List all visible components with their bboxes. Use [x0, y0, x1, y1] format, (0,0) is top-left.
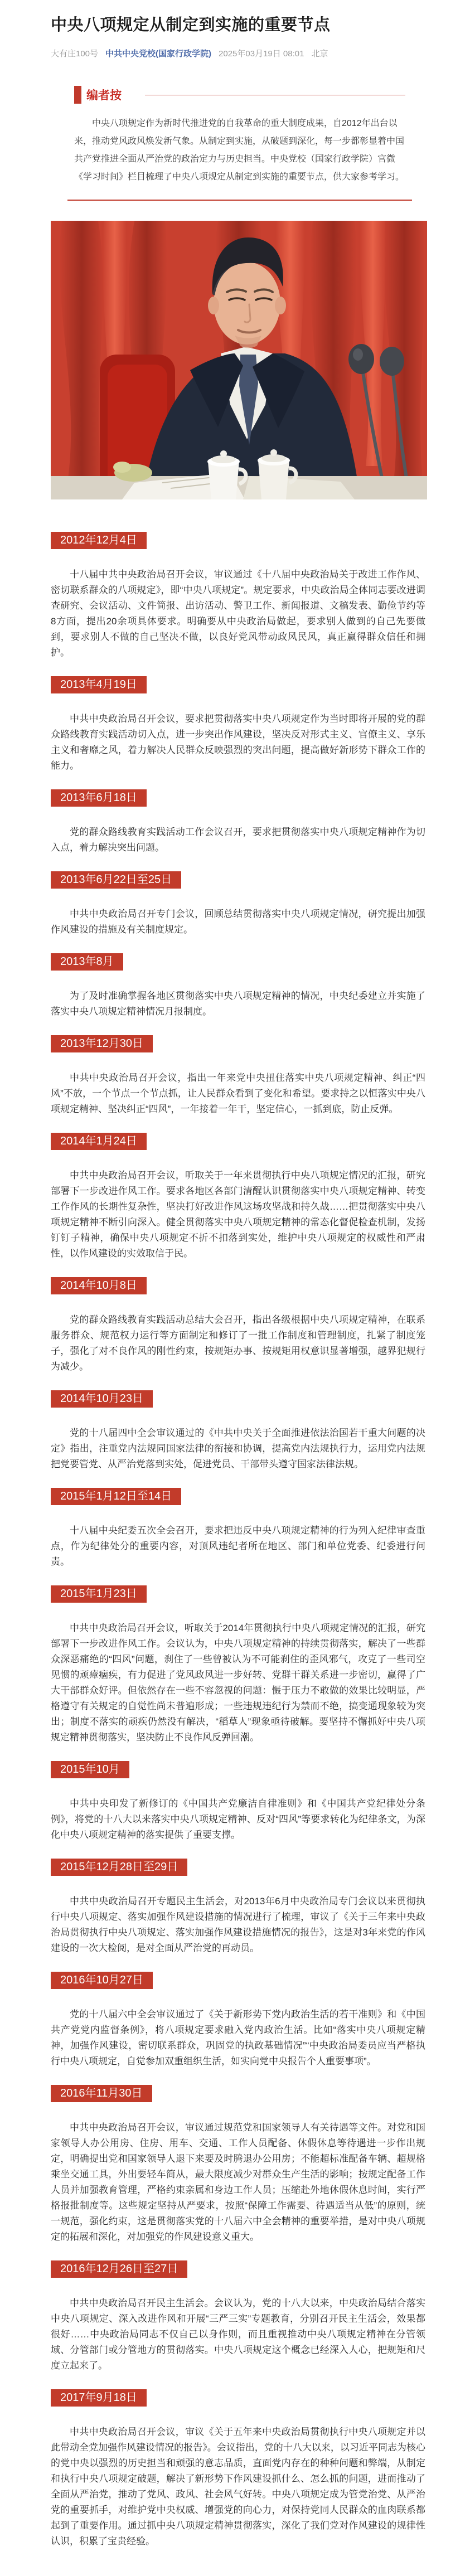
- timeline: [51, 532, 425, 2565]
- editor-note-header: [74, 86, 405, 104]
- timeline-paragraph: 为了及时准确掌握各地区贯彻落实中央八项规定精神的情况，中央纪委建立并实施了落实中央八项规定精神情况月报制度。: [51, 991, 425, 1017]
- timeline-paragraph: 党的群众路线教育实践活动总结大会召开，指出各级根据中央八项规定精神，在联系服务群众、规范权力运行等方面制定和修订了一批工作制度和管理制度，扎紧了制度笼子，强化了对不良作风的刚性约束，按规矩办事、按规矩用权意识显著增强，越界犯规行为减少。: [51, 1314, 425, 1372]
- timeline-paragraph: 中共中央政治局召开民主生活会。会议认为，党的十八大以来，中央政治局结合落实中央八项规定、深入改进作风和开展“三严三实”专题教育，分别召开民主生活会，效果都很好……中央政治局同志不仅自己以身作则，而且重视推动中央八项规定精神在分管领域、分管部门或分管地方的贯彻落实。中央八项规定这个概念已经深入人心，把规矩和尺度立起来了。: [51, 2298, 425, 2371]
- timeline-paragraph: 党的群众路线教育实践活动工作会议召开，要求把贯彻落实中央八项规定精神作为切入点，着力解决突出问题。: [51, 827, 425, 853]
- timeline-date-badge: 2016年12月26日至27日: [51, 2260, 187, 2278]
- timeline-date-badge: 2014年10月8日: [51, 1277, 147, 1294]
- timeline-paragraph: 十八届中央纪委五次全会召开，要求把违反中央八项规定精神的行为列入纪律审查重点，作为纪律处分的重要内容，对顶风违纪者所在地区、部门和单位党委、纪委进行问责。: [51, 1525, 425, 1568]
- timeline-paragraph: 十八届中共中央政治局召开会议，审议通过《十八届中央政治局关于改进工作作风、密切联系群众的八项规定》，即“中央八项规定”。规定要求，中央政治局全体同志要改进调查研究、会议活动、文件简报、出访活动、警卫工作、新闻报道、文稿发表、勤俭节约等8方面，提出20余项具体要求。明确要从中央政治局做起，要求别人做到的自己先要做到，要求别人不做的自己坚决不做，以良好党风带动政风民风，真正赢得群众信任和拥护。: [51, 569, 425, 658]
- timeline-date-badge: 2014年1月24日: [51, 1133, 147, 1150]
- editor-note-text: 中央八项规定作为新时代推进党的自我革命的重大制度成果，自2012年出台以来，推动党风政风焕发新气象。从制定到实施，从破题到深化，每一步都彰显着中国共产党推进全面从严治党的政治定力与历史担当。中央党校（国家行政学院）官微《学习时间》栏目梳理了中央八项规定从制定到实施的重要节点，供大家参考学习。: [74, 119, 405, 182]
- timeline-paragraph: 中共中央政治局召开会议，审议通过规范党和国家领导人有关待遇等文件。对党和国家领导人办公用房、住房、用车、交通、工作人员配备、休假休息等待遇进一步作出规定，明确提出党和国家领导人退下来要及时腾退办公用房；不能超标准配备车辆、超规格乘坐交通工具，外出要轻车简从，最大限度减少对群众生产生活的影响；按规定配备工作人员并加强教育管理，严格约束亲属和身边工作人员；压缩赴外地休假休息时间，实行严格报批制度等。这些规定坚持从严要求，按照“保障工作需要、待遇适当从低”的原则，统一规范，强化约束，这是贯彻落实党的十八届六中全会精神的重要举措，是对中央八项规定的拓展和深化，对加强党的作风建设意义重大。: [51, 2122, 425, 2243]
- timeline-date-badge: 2013年4月19日: [51, 676, 147, 693]
- editor-note: [67, 83, 412, 201]
- timeline-paragraph: 中共中央政治局召开会议，指出一年来党中央扭住落实中央八项规定精神、纠正“四风”不放，一个节点一个节点抓，让人民群众看到了变化和希望。要求持之以恒落实中央八项规定精神、坚决纠正“四风”，一年接着一年干，坚定信心，一抓到底，防止反弹。: [51, 1073, 425, 1115]
- timeline-paragraph: 党的十八届六中全会审议通过了《关于新形势下党内政治生活的若干准则》和《中国共产党党内监督条例》，将八项规定要求融入党内政治生活。比如“落实中央八项规定精神，加强作风建设，密切联系群众，巩固党的执政基础情况”“中央政治局委员应当严格执行中央八项规定，自觉参加双重组织生活，如实向党中央报告个人重要事项”。: [51, 2009, 425, 2067]
- meta-source-link[interactable]: 中共中央党校(国家行政学院): [105, 49, 212, 59]
- timeline-date-badge: 2015年10月: [51, 1761, 129, 1778]
- timeline-date-badge: 2014年10月23日: [51, 1390, 153, 1408]
- timeline-paragraph: 中共中央政治局召开专题民主生活会，对2013年6月中央政治局专门会议以来贯彻执行中央八项规定、落实加强作风建设措施的情况进行了梳理，审议了《关于三年来中央政治局贯彻执行中央八项规定、落实加强作风建设措施情况的报告》，这是对3年来党的作风建设的一次大检阅，是对全面从严治党的再动员。: [51, 1896, 425, 1954]
- leader-photo-illustration: [51, 221, 427, 499]
- meta-account: 大有庄100号: [51, 49, 99, 59]
- timeline-paragraph: 中共中央政治局召开会议，审议《关于五年来中央政治局贯彻执行中央八项规定并以此带动全党加强作风建设情况的报告》。会议指出，党的十八大以来，以习近平同志为核心的党中央以强烈的历史担当和顽强的意志品质，直面党内存在的种种问题和弊端，从制定和执行中央八项规定破题，解决了新形势下作风建设抓什么、怎么抓的问题，进而推动了全面从严治党，推动了党风、政风、社会风气好转。中央八项规定成为管党治党、从严治党的重要抓手，对维护党中央权威、增强党的向心力，对保持党同人民群众的血肉联系都起到了重要作用。通过抓中央八项规定精神贯彻落实，深化了我们党对作风建设的规律性认识，积累了宝贵经验。: [51, 2427, 425, 2547]
- timeline-date-badge: 2013年8月: [51, 953, 123, 971]
- page-title: 中央八项规定从制定到实施的重要节点: [51, 16, 331, 34]
- timeline-paragraph: 中共中央印发了新修订的《中国共产党廉洁自律准则》和《中国共产党纪律处分条例》，将党的十八大以来落实中央八项规定精神、反对“四风”等要求转化为纪律条文，为深化中央八项规定精神的落实提供了重要支撑。: [51, 1798, 425, 1841]
- timeline-date-badge: 2013年6月22日至25日: [51, 871, 181, 889]
- timeline-paragraph: 中共中央政治局召开会议，要求把贯彻落实中央八项规定作为当时即将开展的党的群众路线教育实践活动切入点，进一步突出作风建设，坚决反对形式主义、官僚主义、享乐主义和奢靡之风，着力解决人民群众反映强烈的突出问题，提高做好新形势下群众工作的能力。: [51, 714, 425, 772]
- timeline-paragraph: 中共中央政治局召开会议，听取关于一年来贯彻执行中央八项规定情况的汇报，研究部署下一步改进作风工作。要求各地区各部门清醒认识贯彻落实中央八项规定精神、转变工作作风的长期性复杂性，坚决打好改进作风这场攻坚战和持久战……把贯彻落实中央八项规定精神不断引向深入。健全贯彻落实中央八项规定精神的常态化督促检查机制，发扬钉钉子精神，确保中央八项规定不折不扣落到实处，维护中央八项规定的权威性和严肃性，以作风建设的实效取信于民。: [51, 1170, 425, 1259]
- meta-datetime: 2025年03月19日 08:01: [219, 49, 304, 59]
- leader-photo: [51, 221, 427, 499]
- timeline-paragraph: 中共中央政治局召开专门会议，回顾总结贯彻落实中央八项规定情况，研究提出加强作风建设的措施及有关制度规定。: [51, 909, 425, 935]
- timeline-date-badge: 2016年11月30日: [51, 2085, 152, 2102]
- timeline-paragraph: 党的十八届四中全会审议通过的《中共中央关于全面推进依法治国若干重大问题的决定》指出，注重党内法规同国家法律的衔接和协调，提高党内法规执行力，运用党内法规把党要管党、从严治党落到实处，促进党员、干部带头遵守国家法律法规。: [51, 1428, 425, 1470]
- timeline-date-badge: 2013年6月18日: [51, 789, 147, 807]
- editor-note-accent-bar: [74, 86, 81, 104]
- timeline-date-badge: 2015年1月12日至14日: [51, 1488, 181, 1505]
- timeline-date-badge: 2013年12月30日: [51, 1035, 153, 1052]
- timeline-paragraph: 中共中央政治局召开会议，听取关于2014年贯彻执行中央八项规定情况的汇报，研究部署下一步改进作风工作。会议认为，中央八项规定精神的持续贯彻落实，解决了一些群众深恶痛绝的“四风”问题，刹住了一些曾被认为不可能刹住的歪风邪气，攻克了一些司空见惯的顽瘴痼疾，有力促进了党风政风进一步好转、党群干群关系进一步密切，赢得了广大干部群众好评。但依然存在一些不容忽视的问题：慑于压力不敢做的效果比较明显，严格遵守有关规定的自觉性尚未普遍形成；一些违规违纪行为禁而不绝，搞变通现象较为突出；制度不落实的顽疾仍然没有解决，“稻草人”现象亟待破解。要坚持不懈抓好中央八项规定精神贯彻落实，坚决防止不良作风反弹回潮。: [51, 1623, 425, 1743]
- timeline-date-badge: 2012年12月4日: [51, 532, 147, 549]
- timeline-date-badge: 2015年12月28日至29日: [51, 1859, 187, 1876]
- timeline-date-badge: 2017年9月18日: [51, 2389, 147, 2407]
- meta-location: 北京: [311, 49, 328, 59]
- timeline-date-badge: 2015年1月23日: [51, 1585, 147, 1603]
- editor-note-label: 编者按: [86, 89, 122, 103]
- timeline-date-badge: 2016年10月27日: [51, 1972, 153, 1989]
- article-meta: [51, 47, 425, 59]
